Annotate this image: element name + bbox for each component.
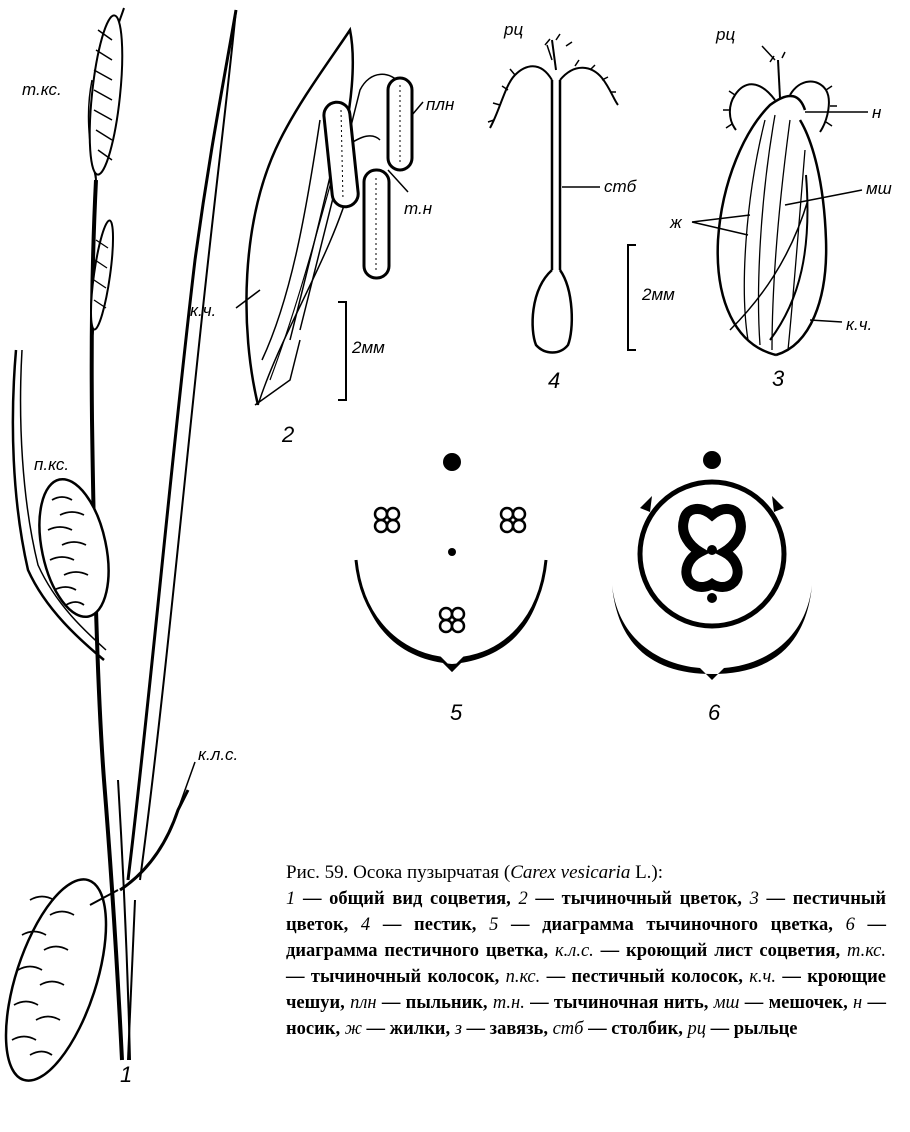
figure-number-1: 1 (120, 1062, 133, 1087)
caption-item (506, 967, 750, 987)
caption-item-term: стб (552, 1019, 584, 1039)
pistil (488, 34, 618, 353)
caption-item-desc: — завязь, (461, 1019, 553, 1039)
leader-lines (170, 45, 868, 832)
stamen-symbol-bottom (440, 608, 464, 632)
caption-item-term: п.кс. (505, 967, 541, 987)
caption-item-desc: — столбик, (583, 1019, 688, 1039)
diagram-staminate-flower (356, 453, 546, 670)
caption-item-term: ж (344, 1019, 362, 1039)
figure-number-4: 4 (548, 368, 561, 393)
caption-item-desc: — рыльце (706, 1019, 798, 1039)
caption-item-desc: — кроющий лист соцветия, (593, 941, 847, 961)
caption-item-term: 1 (286, 889, 296, 909)
caption-item-desc: — кроющие чешуи, (286, 967, 887, 1013)
caption-item-term: з (454, 1019, 462, 1039)
label-zh: ж (670, 213, 682, 232)
caption-item-term: н (853, 993, 863, 1013)
label-t-ks: т.кс. (22, 80, 62, 99)
caption-title: Рис. 59. Осока пузырчатая (Carex vesicaria L.): (286, 862, 664, 883)
caption-item-term: плн (350, 993, 377, 1013)
anther-3 (364, 170, 389, 278)
caption-legend (286, 889, 886, 1039)
caption-item-desc: — диаграмма пестичного цветка, (286, 915, 886, 961)
anther-1 (388, 78, 412, 170)
stamen-symbol-left (375, 508, 399, 532)
label-msh: мш (866, 179, 892, 198)
caption-item (555, 941, 847, 961)
caption-item (286, 889, 518, 909)
caption-item-desc: — мешочек, (739, 993, 853, 1013)
label-scale-2mm-pistil: 2мм (642, 285, 675, 304)
label-t-n: т.н (404, 199, 433, 218)
caption-item-desc: — общий вид соцветия, (295, 889, 519, 909)
pistillate-spike-lower (0, 868, 126, 1092)
caption-item-desc: — пыльник, (376, 993, 493, 1013)
caption-item (350, 993, 493, 1013)
caption-item-term: 3 (749, 889, 759, 909)
caption-item-term: 6 (845, 915, 855, 935)
caption-item-term: к.л.с. (554, 941, 594, 961)
figure-caption (286, 860, 886, 1042)
caption-item (518, 889, 749, 909)
caption-item-term: мш (713, 993, 740, 1013)
caption-item-term: т.кс. (847, 941, 886, 961)
stamen-symbol-right (501, 508, 525, 532)
caption-item-desc: — пестичный цветок, (286, 889, 886, 935)
caption-item (489, 915, 846, 935)
caption-item-desc: — тычиночный цветок, (527, 889, 750, 909)
pistillate-spike-upper (28, 473, 120, 623)
caption-item (493, 993, 714, 1013)
label-k-ch-flower3: к.ч. (846, 315, 873, 334)
scale-bar-2mm-flower2 (338, 302, 346, 400)
caption-item (361, 915, 489, 935)
caption-item-desc: — тычиночная нить, (524, 993, 714, 1013)
label-scale-2mm-flower2: 2мм (352, 338, 385, 357)
scale-bar-2mm-pistil (628, 245, 636, 350)
caption-item (553, 1019, 688, 1039)
caption-item (714, 993, 853, 1013)
caption-item (345, 1019, 455, 1039)
caption-item-desc: — носик, (286, 993, 886, 1039)
caption-item-desc: — тычиночный колосок, (286, 967, 506, 987)
label-p-ks: п.кс. (34, 455, 70, 474)
caption-item-desc: — диаграмма тычиночного цветка, (498, 915, 846, 935)
caption-item (455, 1019, 553, 1039)
caption-item (688, 1019, 798, 1039)
figure-number-2: 2 (282, 422, 295, 447)
figure-number-6: 6 (708, 700, 721, 725)
label-rc-pistil: рц (504, 20, 524, 39)
caption-item-term: 5 (489, 915, 499, 935)
figure-number-3: 3 (772, 366, 785, 391)
diagram-pistillate-flower (612, 451, 812, 680)
caption-item-term: 4 (360, 915, 371, 935)
caption-item-term: рц (687, 1019, 706, 1039)
label-n: н (872, 103, 882, 122)
figure-number-5: 5 (450, 700, 463, 725)
label-stb: стб (604, 177, 637, 196)
caption-item-term: т.н. (492, 993, 525, 1013)
label-pln: плн (426, 95, 455, 114)
label-rc-flower3: рц (716, 25, 736, 44)
label-k-ch-flower2: к.ч. (190, 301, 217, 320)
label-k-l-s: к.л.с. (198, 745, 239, 764)
caption-item-term: 2 (518, 889, 528, 909)
caption-item-desc: — пестик, (370, 915, 490, 935)
caption-item-term: к.ч. (749, 967, 776, 987)
caption-item-desc: — жилки, (361, 1019, 455, 1039)
pistillate-flower (718, 52, 837, 355)
caption-item-desc: — пестичный колосок, (540, 967, 750, 987)
